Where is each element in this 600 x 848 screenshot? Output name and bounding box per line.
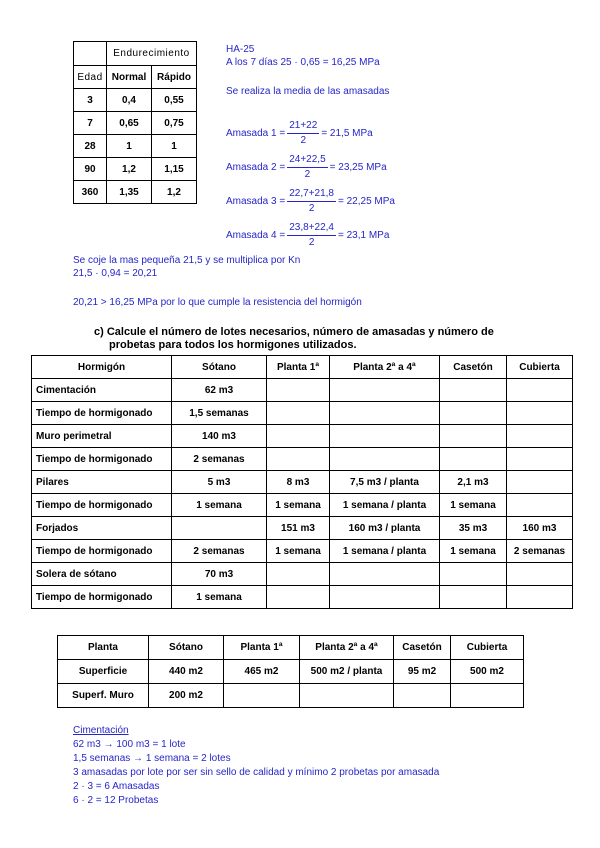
table-cell: 28 bbox=[74, 135, 107, 158]
table-cell bbox=[267, 379, 330, 402]
table-cell: 1,2 bbox=[107, 158, 152, 181]
fraction-denominator: 2 bbox=[308, 203, 315, 214]
table-cell bbox=[440, 425, 507, 448]
amasada-label: Amasada 3 = bbox=[226, 195, 286, 207]
table-cell bbox=[440, 586, 507, 609]
table-cell: Tiempo de hormigonado bbox=[32, 448, 172, 471]
cimentacion-line: 1,5 semanas → 1 semana = 2 lotes bbox=[73, 753, 231, 764]
table-cell: Tiempo de hormigonado bbox=[32, 494, 172, 517]
table-header: Sótano bbox=[172, 356, 267, 379]
table-cell bbox=[172, 517, 267, 540]
cimentacion-line: 62 m3 → 100 m3 = 1 lote bbox=[73, 739, 186, 750]
amasada-label: Amasada 4 = bbox=[226, 229, 286, 241]
table-cell: 500 m2 bbox=[451, 660, 524, 684]
table-cell bbox=[440, 379, 507, 402]
table-cell: 0,65 bbox=[107, 112, 152, 135]
table-cell: 1 semana bbox=[440, 494, 507, 517]
table-cell: 465 m2 bbox=[224, 660, 300, 684]
table-cell bbox=[507, 402, 573, 425]
table-cell bbox=[330, 402, 440, 425]
table-row bbox=[32, 517, 573, 540]
table-cell: 1 semana bbox=[267, 540, 330, 563]
table-cell: Tiempo de hormigonado bbox=[32, 586, 172, 609]
amasada-result: = 23,1 MPa bbox=[337, 229, 390, 241]
table-cell bbox=[267, 563, 330, 586]
fraction-denominator: 2 bbox=[308, 237, 315, 248]
table-cell: 5 m3 bbox=[172, 471, 267, 494]
table-cell bbox=[507, 563, 573, 586]
concrete-table bbox=[31, 355, 573, 609]
cimentacion-line: 3 amasadas por lote por ser sin sello de calidad y mínimo 2 probetas por amasada bbox=[73, 767, 440, 778]
table-cell bbox=[507, 379, 573, 402]
table-header: Planta bbox=[58, 636, 149, 660]
surface-table bbox=[57, 635, 524, 708]
table-header: Casetón bbox=[394, 636, 451, 660]
table-cell: 7 bbox=[74, 112, 107, 135]
table-row bbox=[74, 135, 197, 158]
table-cell bbox=[267, 402, 330, 425]
table-cell: 160 m3 / planta bbox=[330, 517, 440, 540]
table-cell bbox=[267, 448, 330, 471]
table-cell bbox=[394, 684, 451, 708]
amasada-result: = 22,25 MPa bbox=[337, 195, 395, 207]
table-row bbox=[58, 684, 524, 708]
fraction-numerator: 24+22,5 bbox=[287, 154, 327, 168]
table-cell: 2 semanas bbox=[172, 448, 267, 471]
table-cell bbox=[224, 684, 300, 708]
table-cell bbox=[507, 494, 573, 517]
table-row bbox=[32, 471, 573, 494]
table-cell bbox=[300, 684, 394, 708]
table-cell bbox=[330, 563, 440, 586]
table-cell: 1 semana bbox=[172, 586, 267, 609]
cimentacion-line: 6 · 2 = 12 Probetas bbox=[73, 795, 159, 806]
table-cell bbox=[330, 448, 440, 471]
table-cell: 0,75 bbox=[152, 112, 197, 135]
table-cell: 7,5 m3 / planta bbox=[330, 471, 440, 494]
amasada-label: Amasada 1 = bbox=[226, 127, 286, 139]
table-row bbox=[32, 540, 573, 563]
table-header: Planta 2ª a 4ª bbox=[300, 636, 394, 660]
amasada-1 bbox=[226, 120, 373, 147]
table-cell: 35 m3 bbox=[440, 517, 507, 540]
table-cell: 0,55 bbox=[152, 89, 197, 112]
table-cell: 140 m3 bbox=[172, 425, 267, 448]
table-cell bbox=[267, 586, 330, 609]
table-header-normal: Normal bbox=[107, 66, 152, 89]
table-row bbox=[74, 181, 197, 204]
table-cell: 8 m3 bbox=[267, 471, 330, 494]
fraction-denominator: 2 bbox=[304, 169, 311, 180]
table-cell bbox=[440, 448, 507, 471]
table-cell: 1 bbox=[107, 135, 152, 158]
fraction-numerator: 21+22 bbox=[287, 120, 319, 134]
table-header-row bbox=[32, 356, 573, 379]
table-cell: 500 m2 / planta bbox=[300, 660, 394, 684]
table-header-rapido: Rápido bbox=[152, 66, 197, 89]
fraction-denominator: 2 bbox=[300, 135, 307, 146]
table-cell bbox=[330, 425, 440, 448]
table-cell: Tiempo de hormigonado bbox=[32, 402, 172, 425]
table-cell: Pilares bbox=[32, 471, 172, 494]
table-cell: Superficie bbox=[58, 660, 149, 684]
table-header-edad: Edad bbox=[74, 66, 107, 89]
table-cell: Cimentación bbox=[32, 379, 172, 402]
table-cell bbox=[451, 684, 524, 708]
table-header-row bbox=[58, 636, 524, 660]
table-row bbox=[32, 379, 573, 402]
amasada-result: = 23,25 MPa bbox=[329, 161, 387, 173]
amasada-label: Amasada 2 = bbox=[226, 161, 286, 173]
table-cell: 1,2 bbox=[152, 181, 197, 204]
table-cell: 1 semana bbox=[172, 494, 267, 517]
table-cell: 0,4 bbox=[107, 89, 152, 112]
table-cell bbox=[507, 471, 573, 494]
table-header: Casetón bbox=[440, 356, 507, 379]
table-row bbox=[32, 586, 573, 609]
table-cell: 360 bbox=[74, 181, 107, 204]
table-cell bbox=[440, 563, 507, 586]
table-header: Cubierta bbox=[507, 356, 573, 379]
table-cell: 200 m2 bbox=[149, 684, 224, 708]
concrete-type: HA-25 bbox=[226, 44, 255, 55]
table-header-blank bbox=[74, 42, 107, 66]
table-header: Hormigón bbox=[32, 356, 172, 379]
table-header: Cubierta bbox=[451, 636, 524, 660]
table-row bbox=[32, 563, 573, 586]
table-cell bbox=[440, 402, 507, 425]
table-cell: 70 m3 bbox=[172, 563, 267, 586]
table-cell bbox=[507, 425, 573, 448]
table-cell: Solera de sótano bbox=[32, 563, 172, 586]
table-cell: 90 bbox=[74, 158, 107, 181]
table-cell: 440 m2 bbox=[149, 660, 224, 684]
table-cell: 1 semana bbox=[267, 494, 330, 517]
amasada-4 bbox=[226, 222, 389, 249]
cimentacion-line: 2 · 3 = 6 Amasadas bbox=[73, 781, 160, 792]
media-text: Se realiza la media de las amasadas bbox=[226, 86, 390, 97]
table-row bbox=[32, 448, 573, 471]
table-header: Planta 1ª bbox=[267, 356, 330, 379]
table-cell bbox=[330, 586, 440, 609]
table-row bbox=[32, 425, 573, 448]
table-row bbox=[74, 112, 197, 135]
table-cell: 3 bbox=[74, 89, 107, 112]
table-cell: 1 semana / planta bbox=[330, 494, 440, 517]
table-cell: 2 semanas bbox=[172, 540, 267, 563]
coje-calc: 21,5 · 0,94 = 20,21 bbox=[73, 268, 158, 279]
seven-day-calc: A los 7 días 25 · 0,65 = 16,25 MPa bbox=[226, 57, 380, 68]
table-cell: 160 m3 bbox=[507, 517, 573, 540]
cumple-text: 20,21 > 16,25 MPa por lo que cumple la resistencia del hormigón bbox=[73, 297, 362, 308]
question-line-2: probetas para todos los hormigones utilizados. bbox=[109, 339, 357, 351]
table-row bbox=[32, 402, 573, 425]
table-cell: 1 bbox=[152, 135, 197, 158]
coje-text: Se coje la mas pequeña 21,5 y se multiplica por Kn bbox=[73, 255, 301, 266]
hardening-table bbox=[73, 41, 197, 204]
table-header: Planta 1ª bbox=[224, 636, 300, 660]
table-cell bbox=[507, 448, 573, 471]
fraction-numerator: 23,8+22,4 bbox=[287, 222, 336, 236]
table-header: Planta 2ª a 4ª bbox=[330, 356, 440, 379]
table-cell: 151 m3 bbox=[267, 517, 330, 540]
table-cell bbox=[507, 586, 573, 609]
table-cell: 1 semana / planta bbox=[330, 540, 440, 563]
table-cell: 1,5 semanas bbox=[172, 402, 267, 425]
amasada-result: = 21,5 MPa bbox=[321, 127, 373, 139]
table-header-group: Endurecimiento bbox=[107, 42, 197, 66]
table-cell bbox=[330, 379, 440, 402]
table-cell: Muro perimetral bbox=[32, 425, 172, 448]
cimentacion-title: Cimentación bbox=[73, 725, 129, 736]
table-cell: Superf. Muro bbox=[58, 684, 149, 708]
table-cell: 62 m3 bbox=[172, 379, 267, 402]
table-row bbox=[74, 158, 197, 181]
table-cell: 2 semanas bbox=[507, 540, 573, 563]
table-cell: 1 semana bbox=[440, 540, 507, 563]
table-cell: Tiempo de hormigonado bbox=[32, 540, 172, 563]
table-header: Sótano bbox=[149, 636, 224, 660]
fraction-numerator: 22,7+21,8 bbox=[287, 188, 336, 202]
table-row bbox=[32, 494, 573, 517]
table-row bbox=[74, 89, 197, 112]
table-cell: 2,1 m3 bbox=[440, 471, 507, 494]
table-cell: 95 m2 bbox=[394, 660, 451, 684]
amasada-2 bbox=[226, 154, 387, 181]
table-cell: Forjados bbox=[32, 517, 172, 540]
table-row bbox=[58, 660, 524, 684]
table-cell: 1,35 bbox=[107, 181, 152, 204]
amasada-3 bbox=[226, 188, 395, 215]
table-cell bbox=[267, 425, 330, 448]
question-line-1: c) Calcule el número de lotes necesarios, número de amasadas y número de bbox=[94, 326, 494, 338]
table-cell: 1,15 bbox=[152, 158, 197, 181]
